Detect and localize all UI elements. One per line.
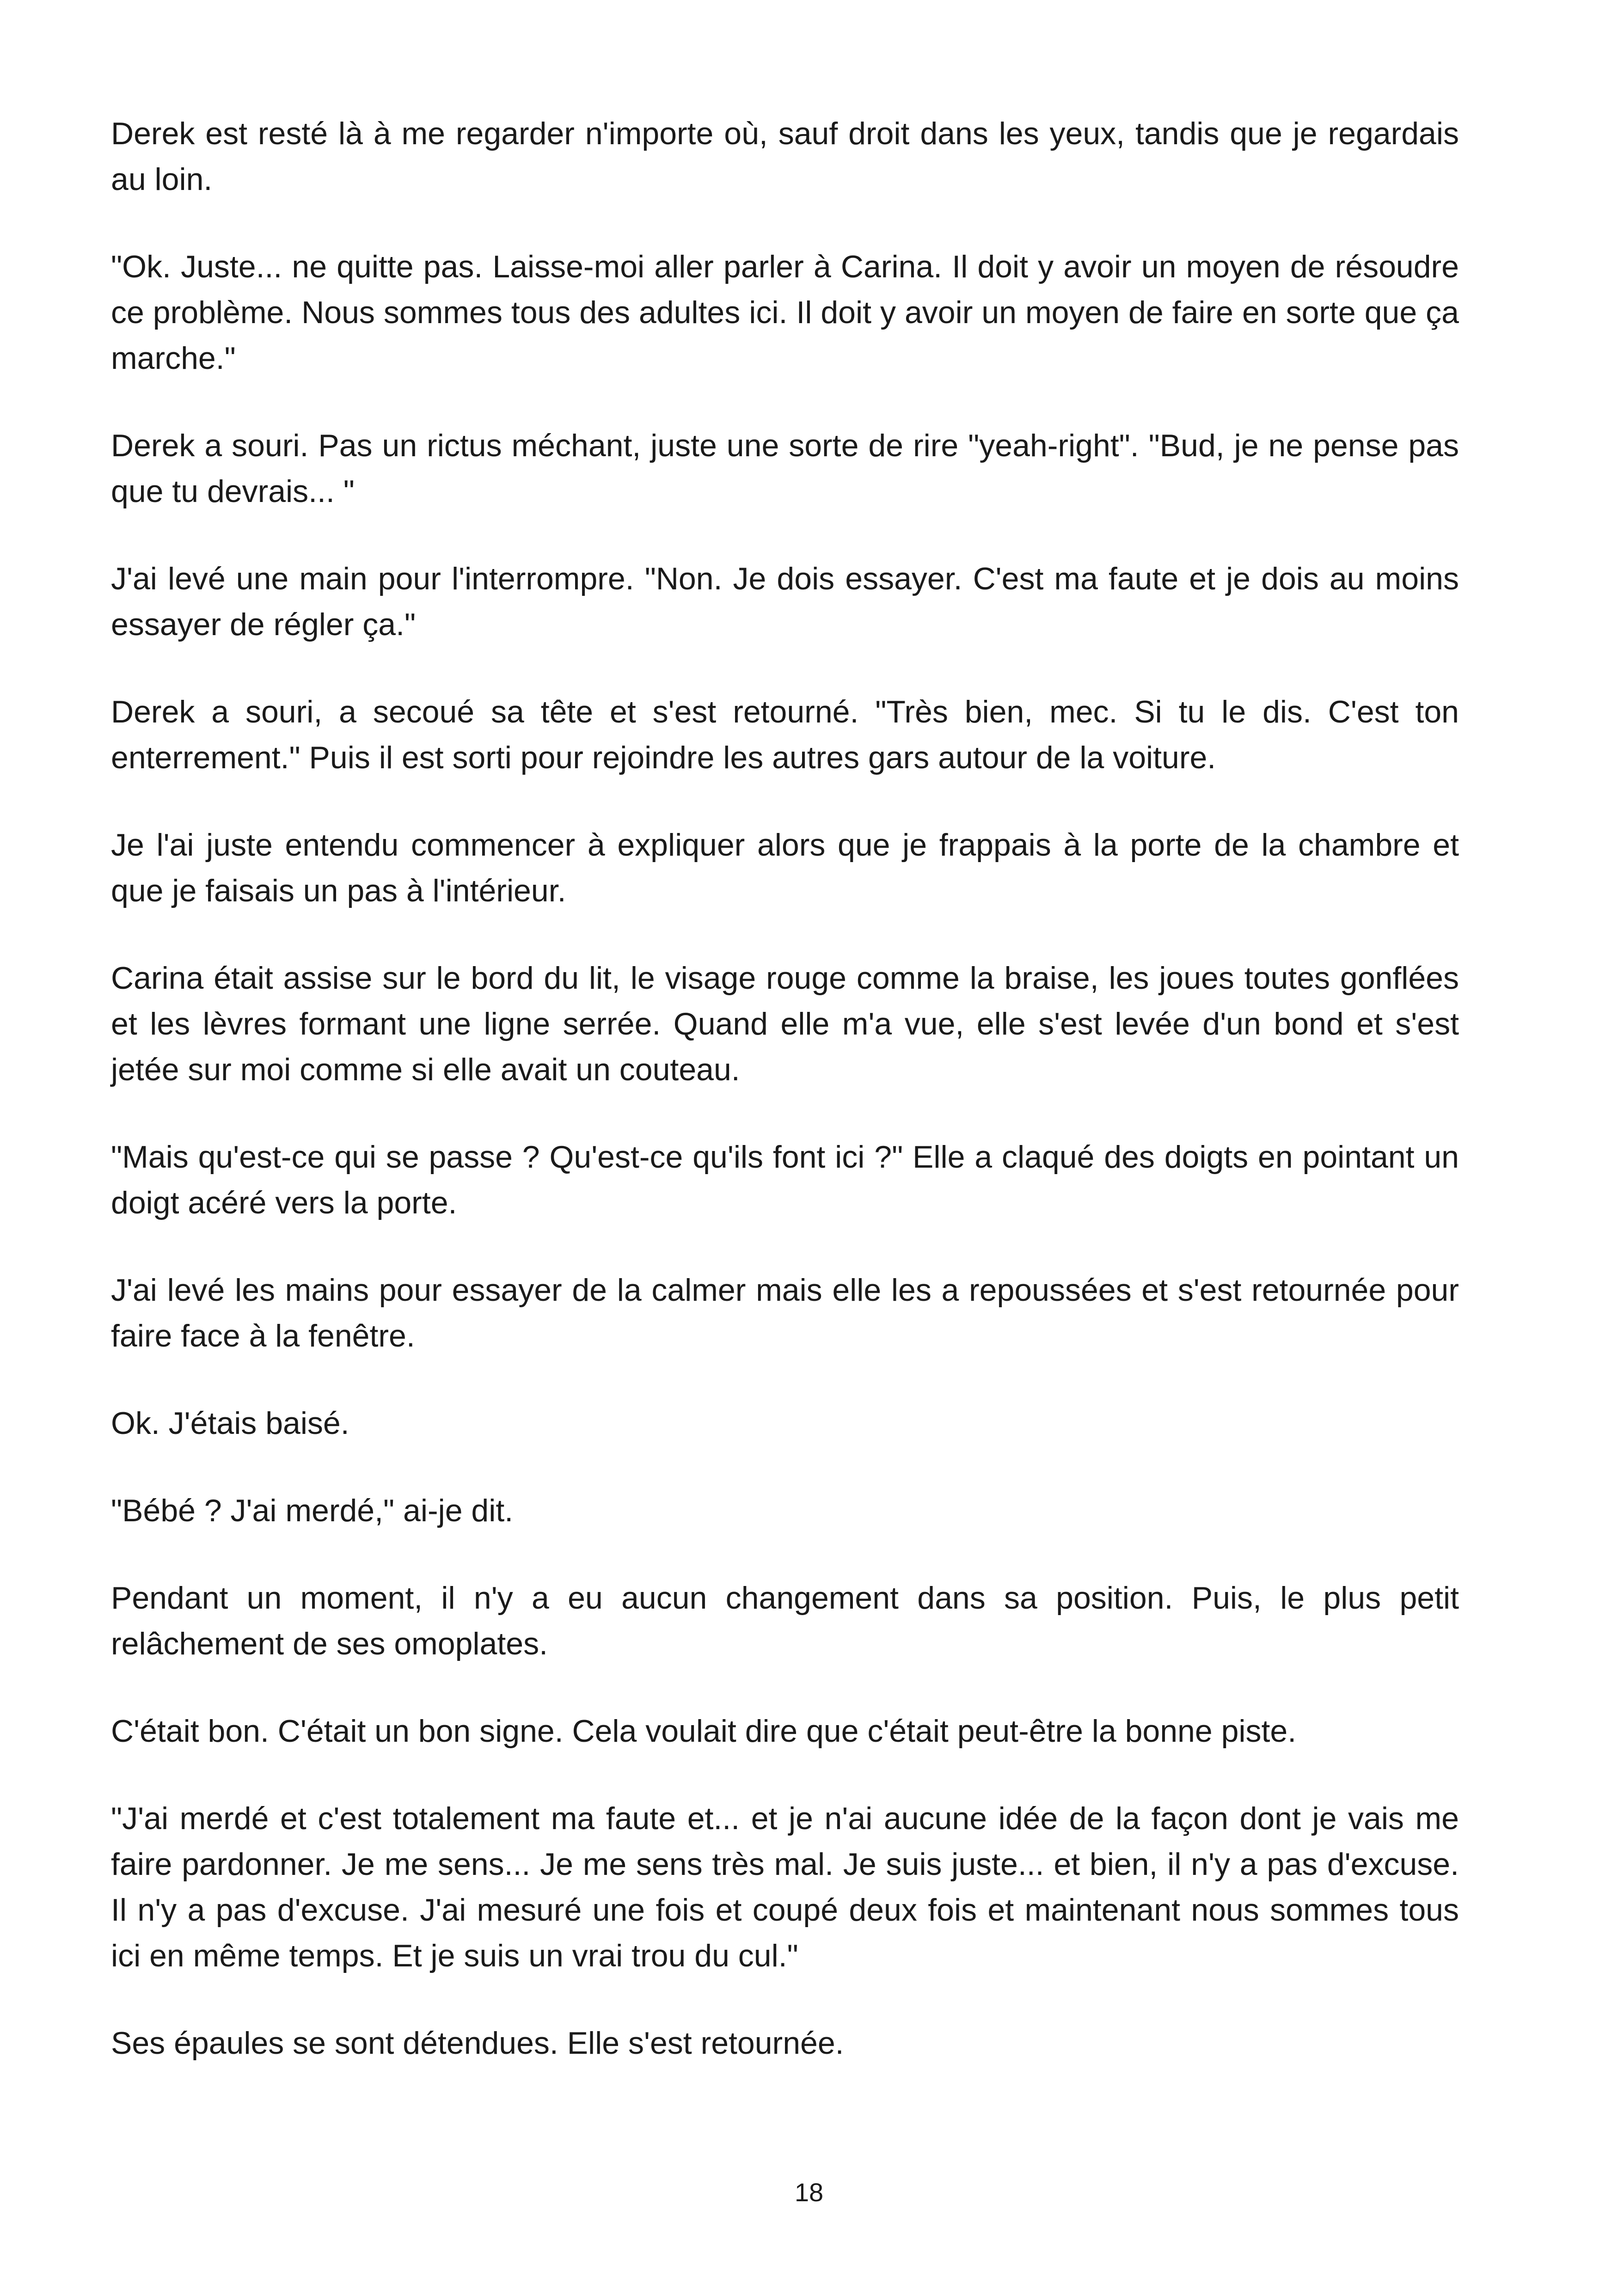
- paragraph: Derek a souri, a secoué sa tête et s'est retourné. "Très bien, mec. Si tu le dis. C'est ton enterrement." Puis il est sorti pour rejoindre les autres gars autour de la voiture.: [111, 694, 1459, 775]
- paragraph: J'ai levé une main pour l'interrompre. "Non. Je dois essayer. C'est ma faute et je dois au moins essayer de régler ça.": [111, 561, 1459, 642]
- paragraph: Je l'ai juste entendu commencer à expliquer alors que je frappais à la porte de la chambre et que je faisais un pas à l'intérieur.: [111, 827, 1459, 908]
- paragraph: Ses épaules se sont détendues. Elle s'est retournée.: [111, 2026, 844, 2061]
- paragraph: "Bébé ? J'ai merdé," ai-je dit.: [111, 1493, 514, 1528]
- paragraph: "Ok. Juste... ne quitte pas. Laisse-moi aller parler à Carina. Il doit y avoir un moyen de résoudre ce problème. Nous sommes tous des adultes ici. Il doit y avoir un moyen de faire en sorte que ça marche.": [111, 249, 1459, 376]
- paragraph: Carina était assise sur le bord du lit, le visage rouge comme la braise, les joues toutes gonflées et les lèvres formant une ligne serrée. Quand elle m'a vue, elle s'est levée d'un bond et s'est jetée sur moi comme si elle avait un couteau.: [111, 961, 1459, 1087]
- paragraph: J'ai levé les mains pour essayer de la calmer mais elle les a repoussées et s'est retournée pour faire face à la fenêtre.: [111, 1273, 1459, 1353]
- page-number: 18: [794, 2178, 824, 2207]
- paragraph: Pendant un moment, il n'y a eu aucun changement dans sa position. Puis, le plus petit relâchement de ses omoplates.: [111, 1580, 1459, 1661]
- paragraph: Derek est resté là à me regarder n'importe où, sauf droit dans les yeux, tandis que je regardais au loin.: [111, 116, 1459, 197]
- paragraph: Ok. J'étais baisé.: [111, 1406, 349, 1441]
- paragraph: Derek a souri. Pas un rictus méchant, juste une sorte de rire "yeah-right". "Bud, je ne pense pas que tu devrais... ": [111, 428, 1459, 509]
- paragraph: "Mais qu'est-ce qui se passe ? Qu'est-ce qu'ils font ici ?" Elle a claqué des doigts en pointant un doigt acéré vers la porte.: [111, 1139, 1459, 1220]
- paragraph: "J'ai merdé et c'est totalement ma faute et... et je n'ai aucune idée de la façon dont je vais me faire pardonner. Je me sens... Je me sens très mal. Je suis juste... et bien, il n'y a pas d'excuse. Il n'y a pas d'excuse. J'ai mesuré une fois et coupé deux fois et maintenant nous sommes tous ici en même temps. Et je suis un vrai trou du cul.": [111, 1801, 1459, 1973]
- paragraph: C'était bon. C'était un bon signe. Cela voulait dire que c'était peut-être la bonne piste.: [111, 1714, 1297, 1749]
- page-body: [111, 111, 1459, 2108]
